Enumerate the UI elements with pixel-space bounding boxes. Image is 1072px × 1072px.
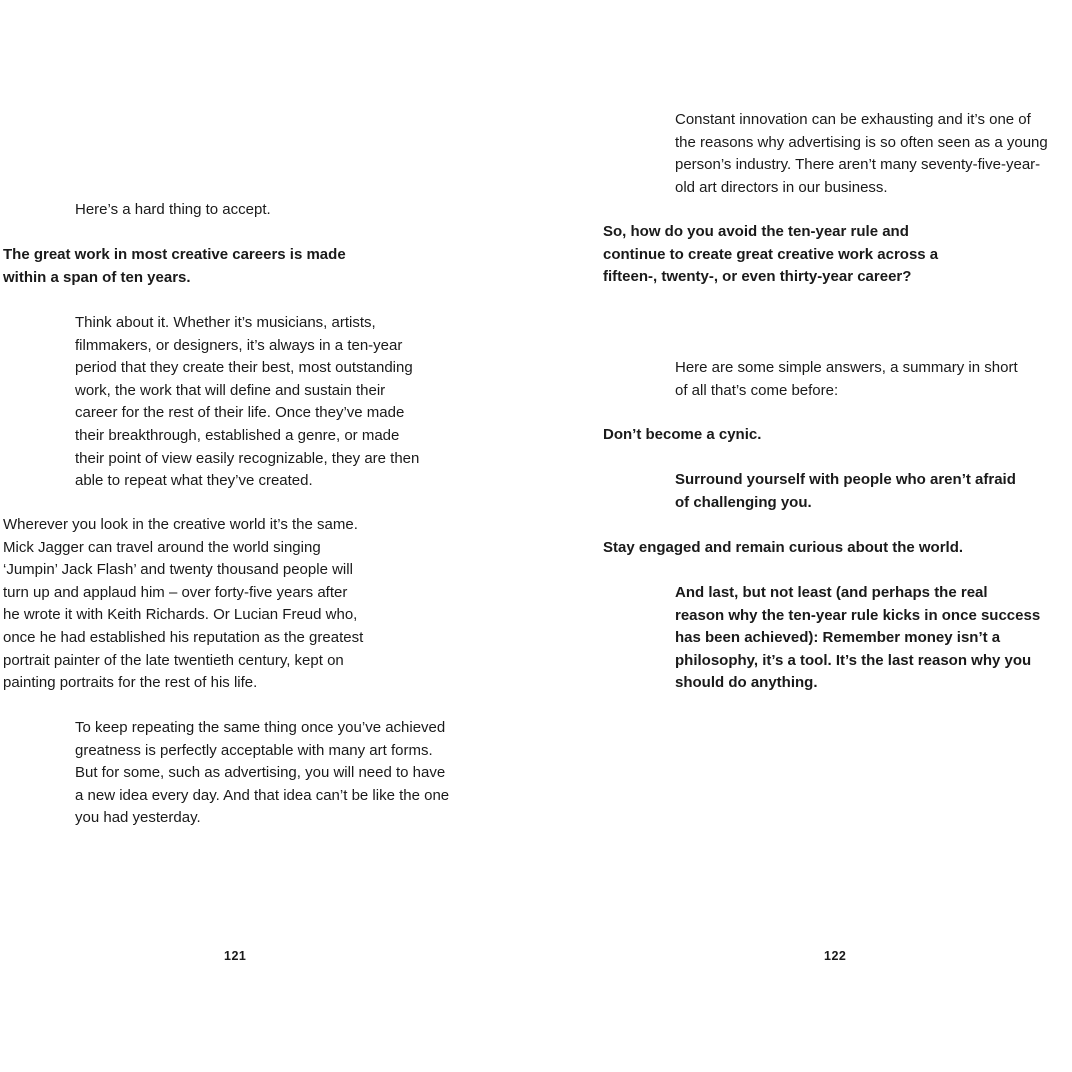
paragraph-ten-year-rule-question: So, how do you avoid the ten-year rule and continue to create great creative work across a fifteen-, twenty-, or even thirty-year career? <box>603 223 939 286</box>
paragraph-last-but-not-least: And last, but not least (and perhaps the real reason why the ten-year rule kicks in once success has been achieved): Remember money isn’t a philosophy, it’s a tool. It’s the last reason why you should do anything. <box>675 584 1041 692</box>
paragraph-great-work-heading: The great work in most creative careers is made within a span of ten years. <box>3 246 346 286</box>
paragraph-keep-repeating: To keep repeating the same thing once you’ve achieved greatness is perfectly acceptable with many art forms. But for some, such as advertising, you will need to have a new idea every day. And that idea can’t be like the one you had yesterday. <box>75 719 450 827</box>
paragraph-simple-answers: Here are some simple answers, a summary in short of all that’s come before: <box>675 359 1018 399</box>
page-number: 121 <box>224 949 247 963</box>
right-page <box>536 0 1072 1072</box>
paragraph-surround-yourself: Surround yourself with people who aren’t afraid of challenging you. <box>675 471 1016 511</box>
paragraph-wherever-you-look: Wherever you look in the creative world it’s the same. Mick Jagger can travel around the world singing ‘Jumpin’ Jack Flash’ and twenty thousand people will turn up and applaud him – over forty-five years after he wrote it with Keith Richards. Or Lucian Freud who, once he had established his reputation as the greatest portrait painter of the late twentieth century, kept on painting portraits for the rest of his life. <box>3 516 364 692</box>
paragraph-hard-thing: Here’s a hard thing to accept. <box>75 201 271 218</box>
paragraph-constant-innovation: Constant innovation can be exhausting and it’s one of the reasons why advertising is so often seen as a young person’s industry. There aren’t many seventy-five-year- old art directors in our business. <box>675 111 1048 196</box>
paragraph-stay-engaged: Stay engaged and remain curious about the world. <box>603 539 964 556</box>
paragraph-think-about-it: Think about it. Whether it’s musicians, artists, filmmakers, or designers, it’s always in a ten-year period that they create their best, most outstanding work, the work that will define and sustain their career for the rest of their life. Once they’ve made their breakthrough, established a genre, or made their point of view easily recognizable, they are then able to repeat what they’ve created. <box>75 314 420 490</box>
page-number: 122 <box>824 949 847 963</box>
paragraph-dont-become-cynic: Don’t become a cynic. <box>603 426 762 443</box>
